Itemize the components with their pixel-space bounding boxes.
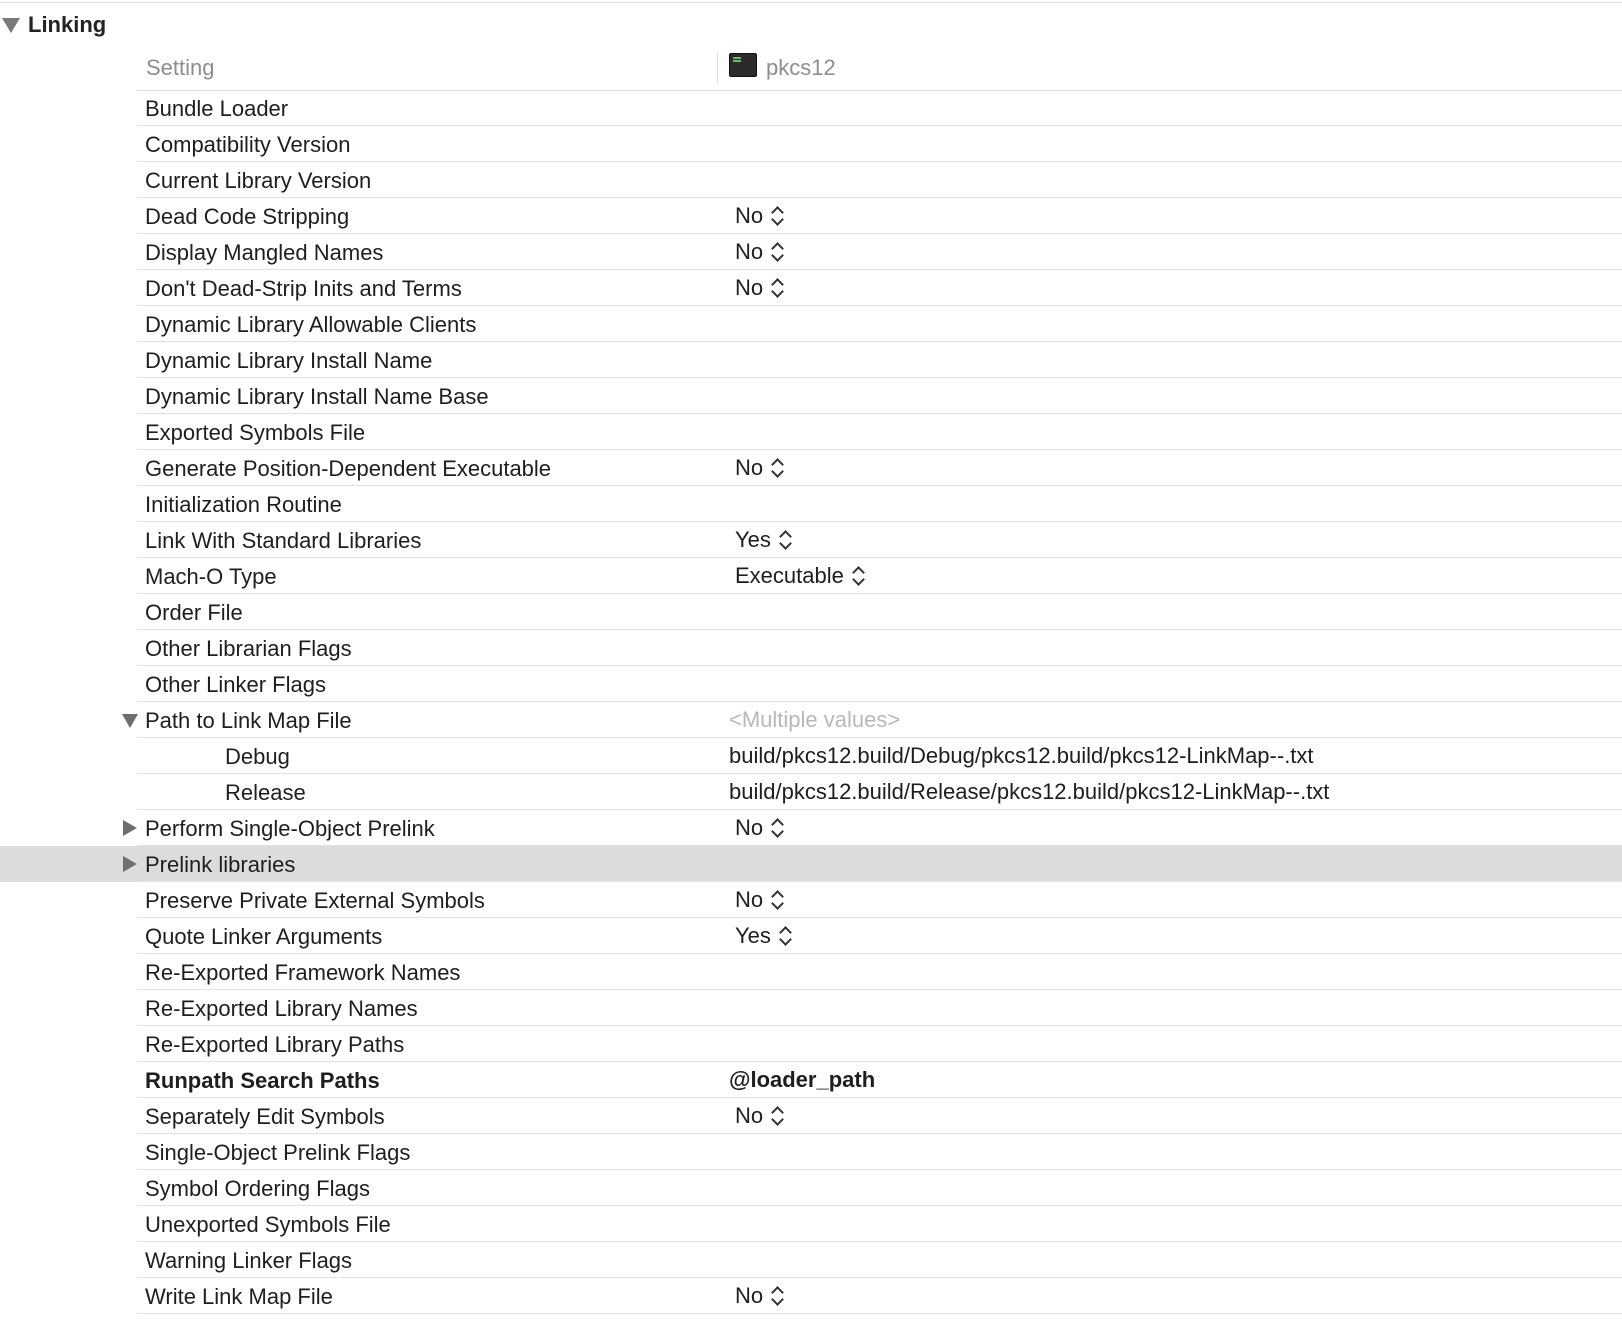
setting-value-popup[interactable]: No (735, 270, 783, 306)
setting-row-dont-dead-strip[interactable] (0, 270, 1622, 306)
section-header-linking[interactable] (0, 8, 106, 42)
setting-row-unexported-symbols-file[interactable] (0, 1206, 1622, 1242)
popup-chevron-icon (771, 889, 783, 911)
setting-value-popup[interactable]: No (735, 1278, 783, 1314)
disclosure-triangle-collapsed-icon[interactable] (123, 856, 137, 872)
settings-table-header (137, 46, 1622, 91)
setting-row-other-linker-flags[interactable] (0, 666, 1622, 702)
setting-row-other-librarian-flags[interactable] (0, 630, 1622, 666)
setting-row-dylib-install-name-base[interactable] (0, 378, 1622, 414)
setting-row-link-map-debug[interactable] (0, 738, 1622, 774)
setting-name: Current Library Version (145, 168, 372, 193)
setting-row-mach-o-type[interactable] (0, 558, 1622, 594)
setting-value-text[interactable]: @loader_path (729, 1067, 876, 1092)
setting-name: Order File (145, 600, 243, 625)
setting-name: Bundle Loader (145, 96, 289, 121)
setting-name: Symbol Ordering Flags (145, 1176, 370, 1201)
setting-value-popup[interactable]: Yes (735, 918, 791, 954)
setting-name: Display Mangled Names (145, 240, 384, 265)
setting-name: Dynamic Library Install Name Base (145, 384, 489, 409)
setting-name: Exported Symbols File (145, 420, 366, 445)
setting-name: Quote Linker Arguments (145, 924, 383, 949)
setting-value-popup[interactable]: No (735, 1098, 783, 1134)
setting-value-popup[interactable]: No (735, 234, 783, 270)
setting-name: Unexported Symbols File (145, 1212, 391, 1237)
setting-name: Dead Code Stripping (145, 204, 350, 229)
setting-name: Prelink libraries (145, 852, 296, 877)
terminal-app-icon (729, 53, 757, 77)
setting-row-reexported-library-names[interactable] (0, 990, 1622, 1026)
popup-chevron-icon (771, 1285, 783, 1307)
column-separator[interactable] (717, 52, 718, 84)
popup-chevron-icon (779, 529, 791, 551)
setting-value-popup[interactable]: Executable (735, 558, 864, 594)
setting-row-current-library-version[interactable] (0, 162, 1622, 198)
setting-value-popup[interactable]: No (735, 882, 783, 918)
setting-name: Mach-O Type (145, 564, 277, 589)
popup-chevron-icon (771, 205, 783, 227)
setting-name: Write Link Map File (145, 1284, 333, 1309)
setting-row-write-link-map-file[interactable] (0, 1278, 1622, 1314)
setting-value-popup[interactable]: Yes (735, 522, 791, 558)
setting-row-dylib-install-name[interactable] (0, 342, 1622, 378)
setting-name: Generate Position-Dependent Executable (145, 456, 552, 481)
setting-row-prelink-libraries[interactable] (0, 846, 1622, 882)
setting-name: Single-Object Prelink Flags (145, 1140, 411, 1165)
setting-name: Warning Linker Flags (145, 1248, 353, 1273)
setting-name: Don't Dead-Strip Inits and Terms (145, 276, 462, 301)
setting-value-popup[interactable]: No (735, 450, 783, 486)
setting-name: Initialization Routine (145, 492, 342, 517)
multiple-values-placeholder[interactable]: <Multiple values> (729, 707, 901, 732)
popup-chevron-icon (852, 565, 864, 587)
popup-chevron-icon (771, 1105, 783, 1127)
setting-row-path-to-link-map[interactable] (0, 702, 1622, 738)
setting-value-text[interactable]: build/pkcs12.build/Release/pkcs12.build/pkcs12-LinkMap--.txt (729, 779, 1330, 804)
section-title: Linking (28, 12, 107, 37)
setting-row-dead-code-stripping[interactable] (0, 198, 1622, 234)
popup-chevron-icon (779, 925, 791, 947)
setting-row-order-file[interactable] (0, 594, 1622, 630)
setting-name: Other Linker Flags (145, 672, 326, 697)
setting-row-preserve-private-external-symbols[interactable] (0, 882, 1622, 918)
setting-row-link-map-release[interactable] (0, 774, 1622, 810)
setting-name: Perform Single-Object Prelink (145, 816, 435, 841)
setting-row-dylib-allowable-clients[interactable] (0, 306, 1622, 342)
setting-row-compatibility-version[interactable] (0, 126, 1622, 162)
target-column-header[interactable]: pkcs12 (766, 55, 836, 80)
disclosure-triangle-expanded-icon[interactable] (122, 714, 138, 728)
top-divider (0, 2, 1622, 3)
configuration-name: Release (225, 780, 306, 805)
setting-name: Compatibility Version (145, 132, 351, 157)
configuration-name: Debug (225, 744, 290, 769)
setting-name: Other Librarian Flags (145, 636, 352, 661)
setting-name: Link With Standard Libraries (145, 528, 422, 553)
setting-value-text[interactable]: build/pkcs12.build/Debug/pkcs12.build/pkcs12-LinkMap--.txt (729, 743, 1314, 768)
setting-name: Re-Exported Library Names (145, 996, 418, 1021)
setting-name: Preserve Private External Symbols (145, 888, 485, 913)
setting-row-reexported-framework-names[interactable] (0, 954, 1622, 990)
setting-row-warning-linker-flags[interactable] (0, 1242, 1622, 1278)
popup-chevron-icon (771, 457, 783, 479)
setting-row-display-mangled-names[interactable] (0, 234, 1622, 270)
setting-row-symbol-ordering-flags[interactable] (0, 1170, 1622, 1206)
setting-name: Path to Link Map File (145, 708, 352, 733)
setting-row-link-std-libs[interactable] (0, 522, 1622, 558)
setting-value-popup[interactable]: No (735, 198, 783, 234)
disclosure-triangle-icon[interactable] (2, 18, 20, 33)
popup-chevron-icon (771, 817, 783, 839)
setting-row-initialization-routine[interactable] (0, 486, 1622, 522)
popup-chevron-icon (771, 277, 783, 299)
setting-name: Dynamic Library Allowable Clients (145, 312, 477, 337)
disclosure-triangle-collapsed-icon[interactable] (123, 820, 137, 836)
setting-row-exported-symbols-file[interactable] (0, 414, 1622, 450)
setting-row-separately-edit-symbols[interactable] (0, 1098, 1622, 1134)
popup-chevron-icon (771, 241, 783, 263)
setting-row-generate-pde[interactable] (0, 450, 1622, 486)
setting-name: Dynamic Library Install Name (145, 348, 433, 373)
setting-name: Re-Exported Library Paths (145, 1032, 405, 1057)
setting-name: Runpath Search Paths (145, 1068, 380, 1093)
setting-row-reexported-library-paths[interactable] (0, 1026, 1622, 1062)
setting-value-popup[interactable]: No (735, 810, 783, 846)
setting-column-header[interactable]: Setting (146, 55, 215, 80)
settings-list (0, 90, 1622, 1314)
setting-row-bundle-loader[interactable] (0, 90, 1622, 126)
setting-name: Separately Edit Symbols (145, 1104, 385, 1129)
setting-row-quote-linker-arguments[interactable] (0, 918, 1622, 954)
setting-row-single-object-prelink-flags[interactable] (0, 1134, 1622, 1170)
setting-name: Re-Exported Framework Names (145, 960, 461, 985)
setting-row-perform-single-object-prelink[interactable] (0, 810, 1622, 846)
setting-row-runpath-search-paths[interactable] (0, 1062, 1622, 1098)
